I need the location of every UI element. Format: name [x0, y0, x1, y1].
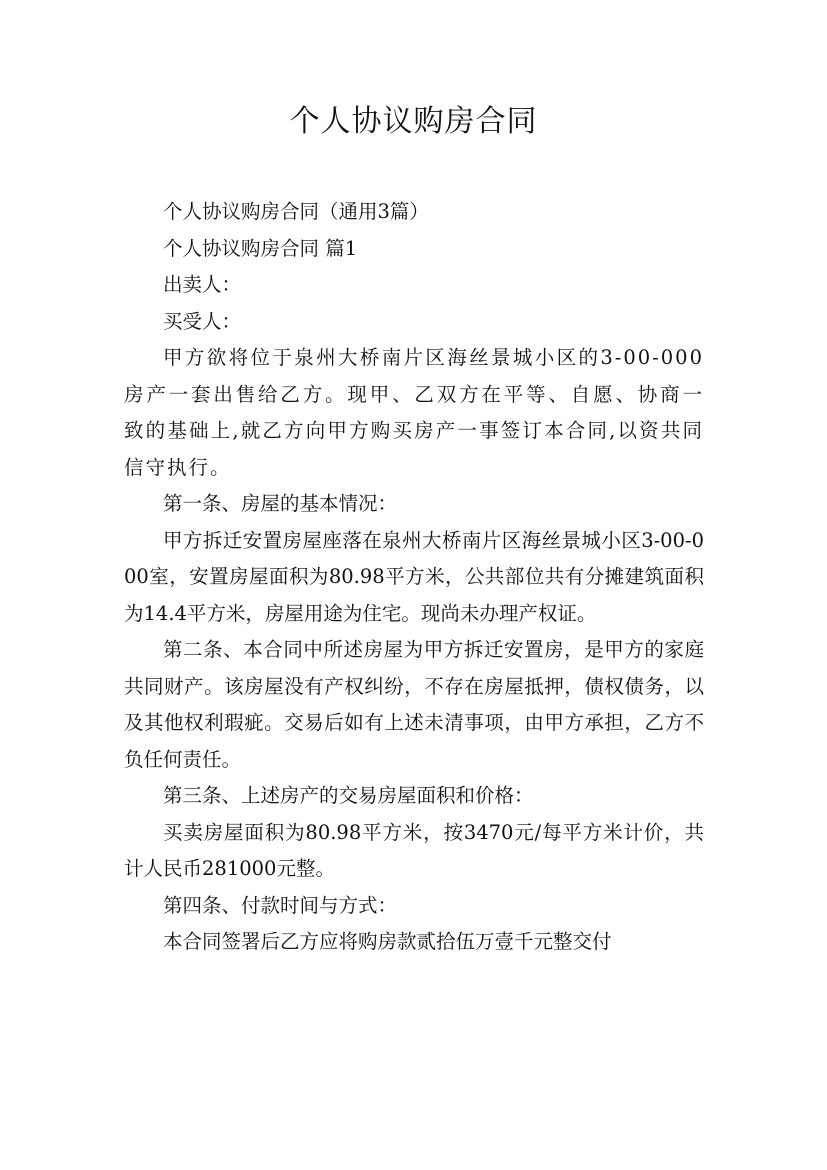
paragraph-intro: 甲方欲将位于泉州大桥南片区海丝景城小区的3-00-000房产一套出售给乙方。现甲、乙双方在平等、自愿、协商一致的基础上,就乙方向甲方购买房产一事签订本合同,以资共同信守执行。 [124, 346, 704, 479]
document-body [124, 194, 704, 961]
paragraph-article-4-heading: 第四条、付款时间与方式： [163, 893, 398, 917]
paragraph-article-1-heading: 第一条、房屋的基本情况： [163, 492, 398, 515]
paragraph-article-3-heading: 第三条、上述房产的交易房屋面积和价格： [163, 784, 534, 807]
document-title: 个人协议购房合同 [289, 104, 538, 139]
paragraph-article-3-body: 买卖房屋面积为80.98平方米，按3470元/每平方米计价，共计人民币281000元整。 [124, 820, 704, 880]
paragraph-subtitle: 个人协议购房合同（通用3篇） [163, 200, 429, 223]
paragraph-seller: 出卖人： [163, 273, 242, 296]
paragraph-section-heading: 个人协议购房合同 篇1 [163, 236, 358, 260]
paragraph-article-2: 第二条、本合同中所述房屋为甲方拆迁安置房，是甲方的家庭共同财产。该房屋没有产权纠纷，不存在房屋抵押，债权债务，以及其他权利瑕疵。交易后如有上述未清事项，由甲方承担，乙方不负任何责任。 [124, 638, 704, 771]
paragraph-buyer: 买受人： [163, 309, 242, 333]
paragraph-article-4-body: 本合同签署后乙方应将购房款贰拾伍万壹千元整交付 [163, 930, 612, 953]
paragraph-article-1-body: 甲方拆迁安置房屋座落在泉州大桥南片区海丝景城小区3-00-000室，安置房屋面积为80.98平方米，公共部位共有分摊建筑面积为14.4平方米，房屋用途为住宅。现尚未办理产权证。 [124, 528, 704, 625]
